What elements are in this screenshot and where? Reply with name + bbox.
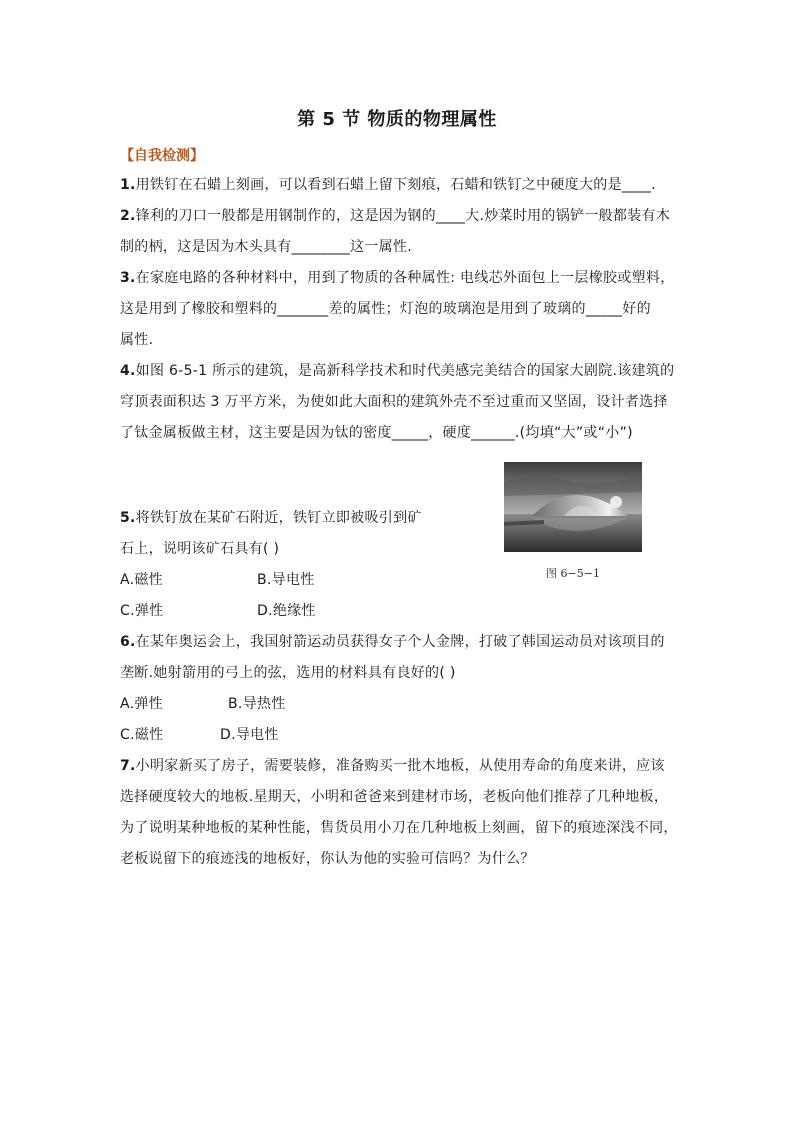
option-a[interactable]: A.磁性: [120, 572, 163, 588]
question-3-line-2: 这是用到了橡胶和塑料的_______差的属性；灯泡的玻璃泡是用到了玻璃的_____好的: [120, 301, 651, 317]
question-5-line-2: 石上，说明该矿石具有( ): [120, 541, 280, 557]
question-text: 在某年奥运会上，我国射箭运动员获得女子个人金牌，打破了韩国运动员对该项目的: [135, 634, 665, 650]
question-text: 将铁钉放在某矿石附近，铁钉立即被吸引到矿: [135, 510, 422, 526]
question-3: [120, 268, 675, 288]
option-b[interactable]: B.导热性: [228, 696, 286, 712]
question-number: 2.: [120, 208, 136, 224]
question-1: [120, 175, 656, 195]
question-text: 在家庭电路的各种材料中，用到了物质的各种属性: 电线芯外面包上一层橡胶或塑料，: [135, 270, 675, 286]
question-2-line-2: 制的柄，这是因为木头具有________这一属性.: [120, 239, 412, 255]
question-text: 如图 6-5-1 所示的建筑，是高新科学技术和时代美感完美结合的国家大剧院.该建筑的: [135, 363, 675, 379]
question-4: [120, 361, 674, 381]
question-number: 1.: [120, 177, 136, 193]
question-5: [120, 508, 422, 528]
section-heading: 【自我检测】: [120, 148, 204, 164]
option-b[interactable]: B.导电性: [257, 572, 315, 588]
option-d[interactable]: D.导电性: [220, 727, 279, 743]
option-c[interactable]: C.弹性: [120, 603, 164, 619]
question-text: 小明家新买了房子，需要装修，准备购买一批木地板，从使用寿命的角度来讲，应该: [135, 758, 665, 774]
question-number: 4.: [120, 363, 136, 379]
option-d[interactable]: D.绝缘性: [257, 603, 316, 619]
page-title: 第 5 节 物质的物理属性: [297, 109, 497, 130]
national-grand-theatre-photo: [504, 462, 642, 552]
question-2: [120, 206, 670, 226]
question-number: 3.: [120, 270, 136, 286]
question-number: 5.: [120, 510, 136, 526]
question-7: [120, 756, 665, 776]
question-text: 锋利的刀口一般都是用钢制作的，这是因为钢的____大.炒菜时用的锅铲一般都装有木: [135, 208, 671, 224]
question-3-line-3: 属性.: [120, 332, 154, 348]
question-number: 6.: [120, 634, 136, 650]
question-6: [120, 632, 665, 652]
figure-caption: 图 6−5−1: [546, 567, 600, 580]
question-text: 用铁钉在石蜡上刻画，可以看到石蜡上留下刻痕，石蜡和铁钉之中硬度大的是____.: [135, 177, 656, 193]
question-4-line-3: 了钛金属板做主材，这主要是因为钛的密度_____，硬度______.(均填“大”或“小”): [120, 425, 633, 441]
question-4-line-2: 穹顶表面积达 3 万平方米，为使如此大面积的建筑外壳不至过重而又坚固，设计者选择: [120, 394, 668, 410]
option-a[interactable]: A.弹性: [120, 696, 163, 712]
option-c[interactable]: C.磁性: [120, 727, 164, 743]
question-number: 7.: [120, 758, 136, 774]
question-6-line-2: 垄断.她射箭用的弓上的弦，选用的材料具有良好的( ): [120, 665, 456, 681]
question-7-line-4: 老板说留下的痕迹浅的地板好，你认为他的实验可信吗？为什么？: [120, 851, 535, 867]
question-7-line-3: 为了说明某种地板的某种性能，售货员用小刀在几种地板上刻画，留下的痕迹深浅不同，: [120, 820, 678, 836]
question-7-line-2: 选择硬度较大的地板.星期天，小明和爸爸来到建材市场，老板向他们推荐了几种地板，: [120, 789, 669, 805]
